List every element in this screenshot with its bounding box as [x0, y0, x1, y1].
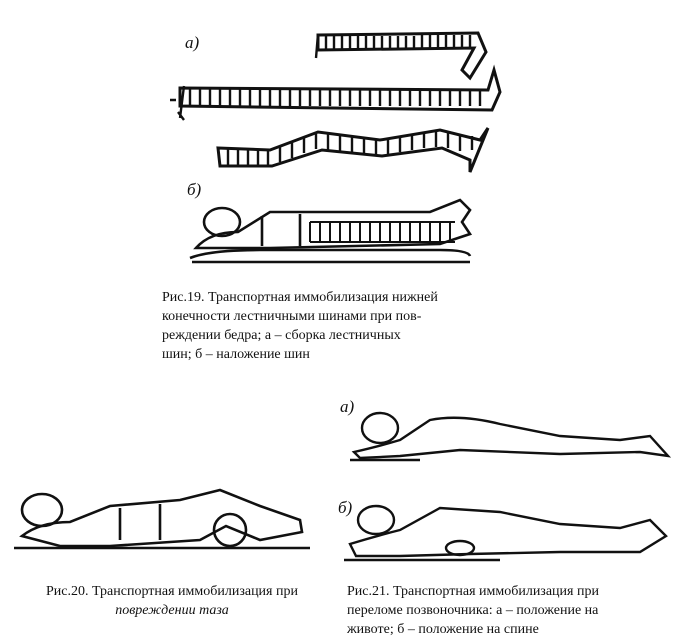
fig20-caption-line: повреждении таза: [115, 603, 229, 618]
fig20-caption-line: Рис.20. Транспортная иммобилизация при: [46, 584, 298, 599]
fig21-caption-line: переломе позвоночника: а – положение на: [347, 603, 599, 618]
fig19-label-a: а): [185, 33, 200, 52]
fig19-caption-line: реждении бедра; а – сборка лестничных: [162, 328, 401, 343]
fig19-label-b: б): [187, 180, 202, 199]
fig19-caption-line: конечности лестничными шинами при пов-: [162, 309, 422, 324]
fig19-caption-line: Рис.19. Транспортная иммобилизация нижней: [162, 290, 438, 305]
fig21-caption: [347, 582, 677, 639]
fig21-label-b: б): [338, 498, 353, 517]
fig21-caption-line: животе; б – положение на спине: [347, 622, 539, 637]
fig21-label-a: а): [340, 397, 355, 416]
fig21-caption-line: Рис.21. Транспортная иммобилизация при: [347, 584, 599, 599]
fig19-caption-line: шин; б – наложение шин: [162, 347, 310, 362]
